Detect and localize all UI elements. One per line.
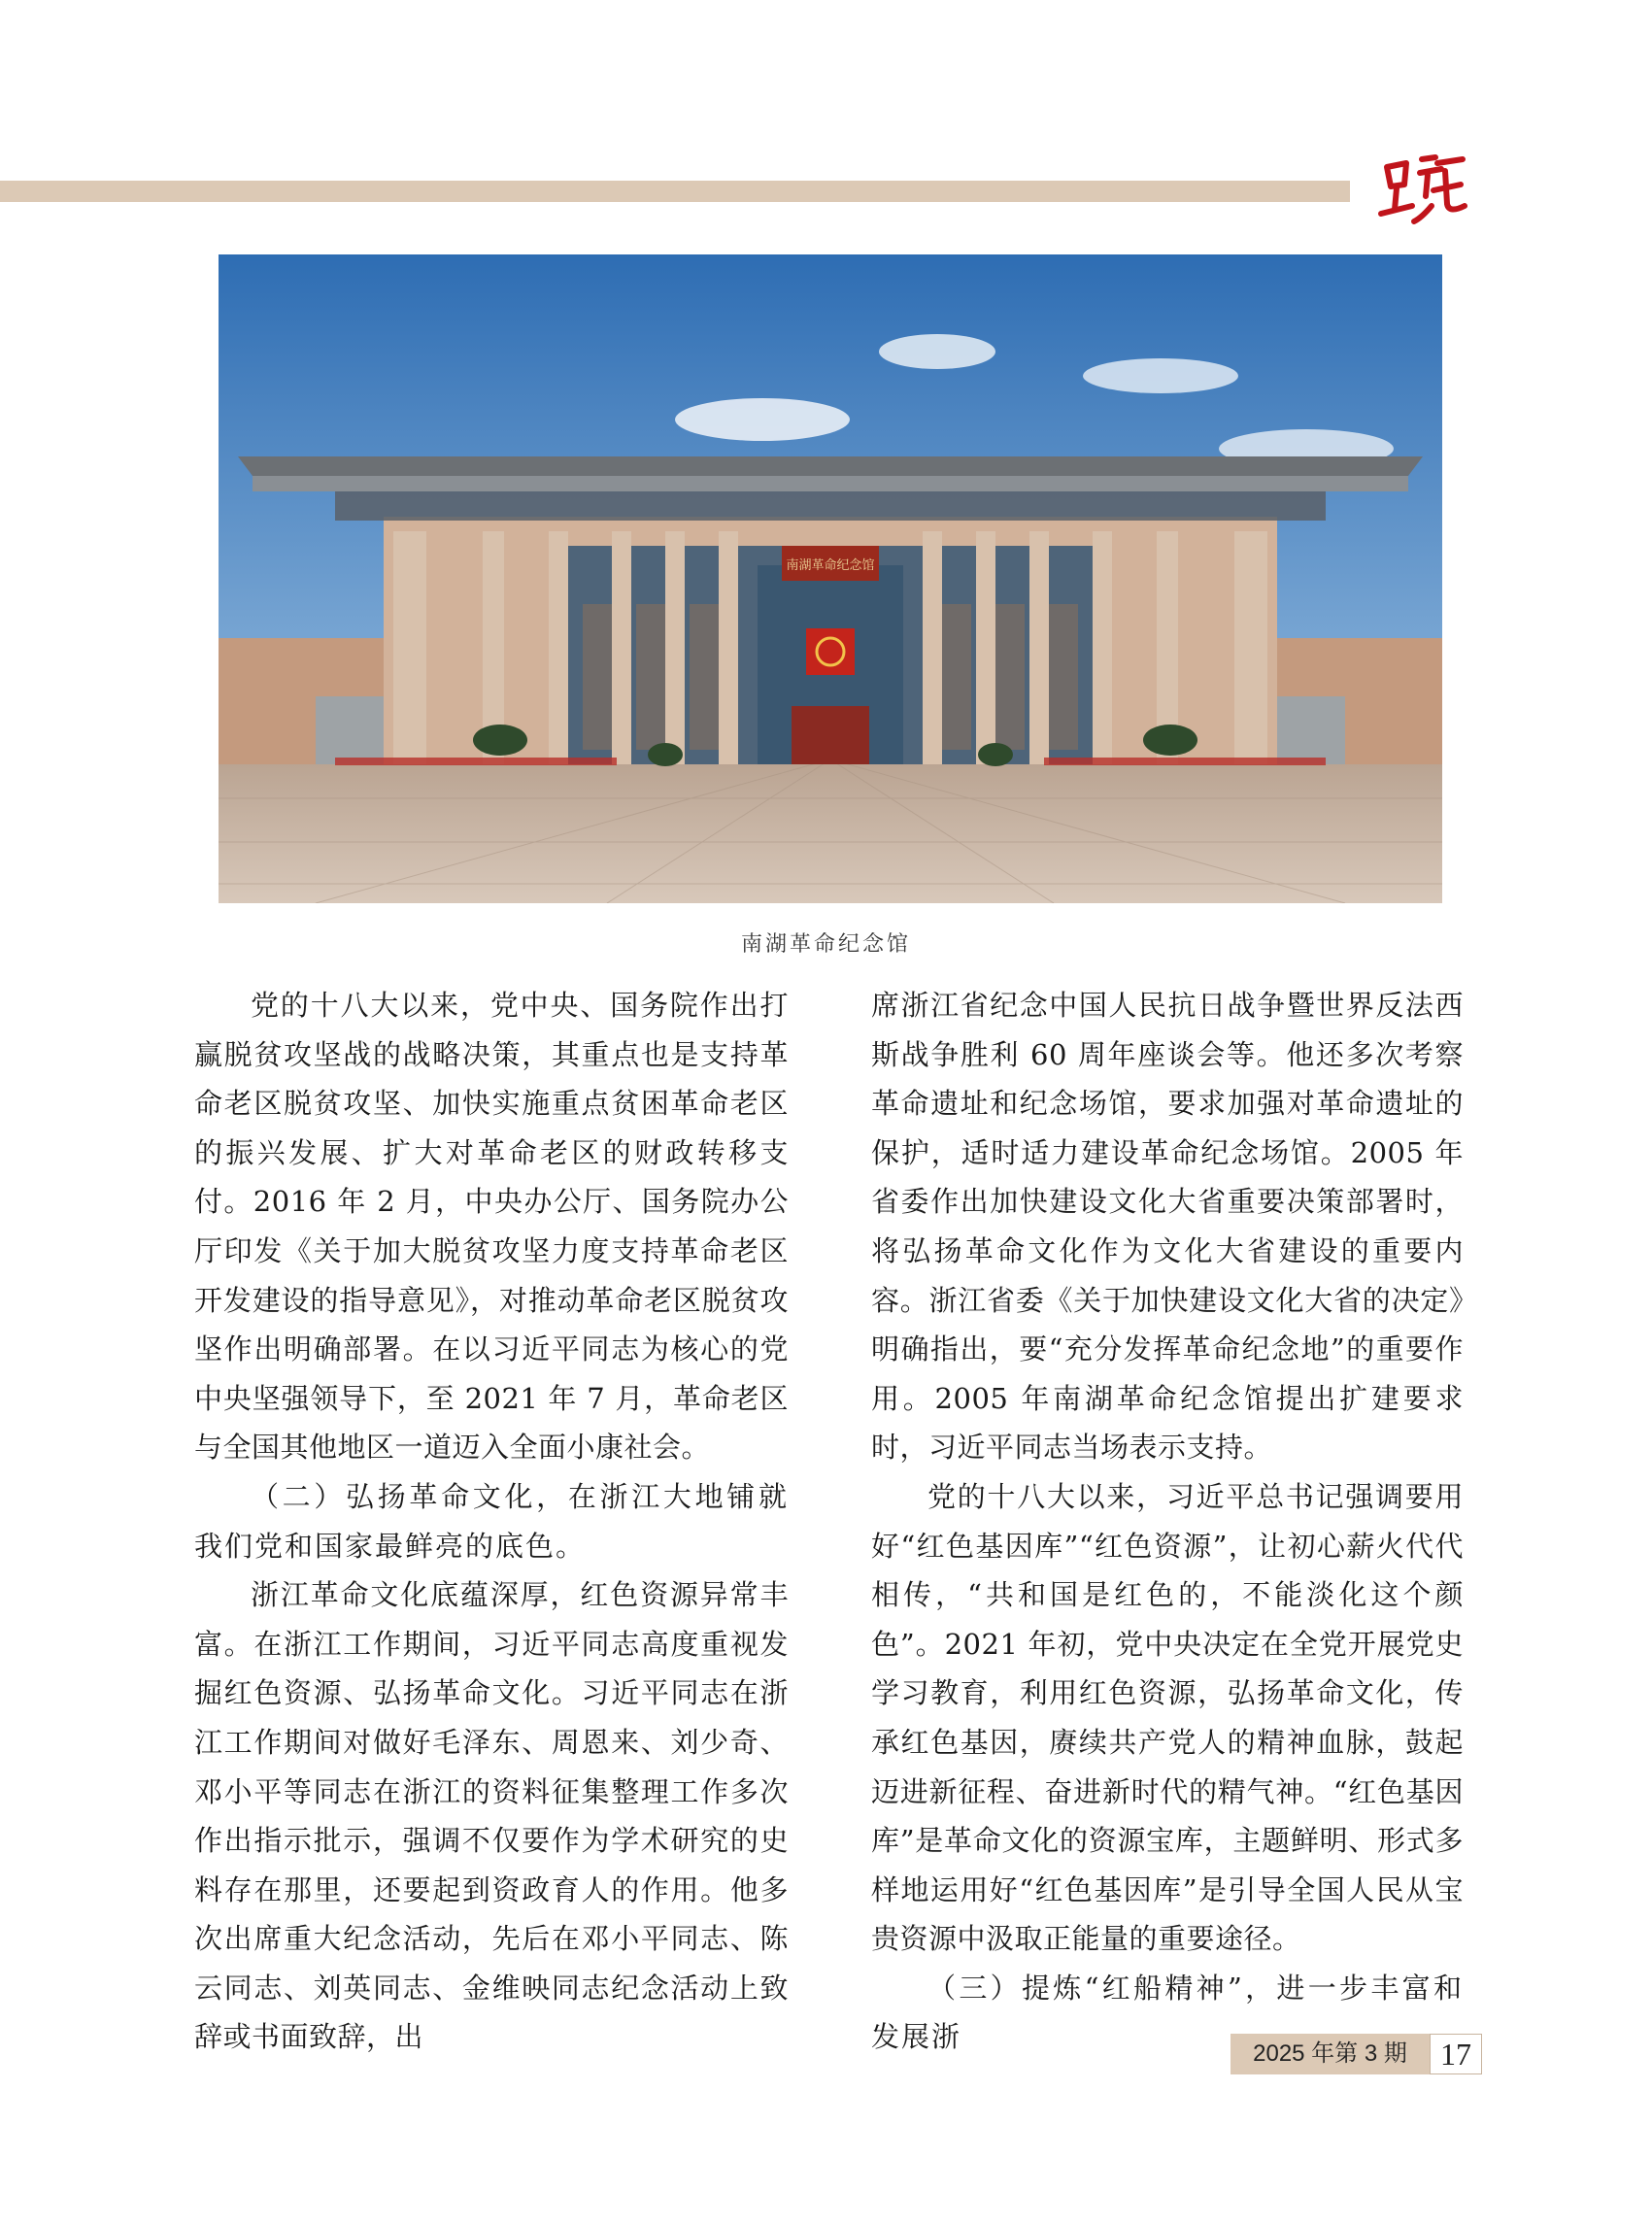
left-column [194,981,789,2062]
hall-sign-text: 南湖革命纪念馆 [786,558,875,573]
paragraph: 浙江革命文化底蕴深厚，红色资源异常丰富。在浙江工作期间，习近平同志高度重视发掘红色资源、弘扬革命文化。习近平同志在浙江工作期间对做好毛泽东、周恩来、刘少奇、邓小平等同志在浙江的资料征集整理工作多次作出指示批示，强调不仅要作为学术研究的史料存在那里，还要起到资政育人的作用。他多次出席重大纪念活动，先后在邓小平同志、陈云同志、刘英同志、金维映同志纪念活动上致辞或书面致辞，出 [194,1578,789,2054]
header-band [0,181,1350,202]
paragraph-continued: 席浙江省纪念中国人民抗日战争暨世界反法西斯战争胜利 60 周年座谈会等。他还多次考察革命遗址和纪念场馆，要求加强对革命遗址的保护，适时适力建设革命纪念场馆。2005 年省委作出加快建设文化大省重要决策部署时，将弘扬革命文化作为文化大省建设的重要内容。浙江省委《关于加快建设文化大省的决定》明确指出，要“充分发挥革命纪念地”的重要作用。2005 年南湖革命纪念馆提出扩建要求时，习近平同志当场表示支持。 [871,989,1464,1465]
paragraph: 党的十八大以来，党中央、国务院作出打赢脱贫攻坚战的战略决策，其重点也是支持革命老区脱贫攻坚、加快实施重点贫困革命老区的振兴发展、扩大对革命老区的财政转移支付。2016 年 2 月，中央办公厅、国务院办公厅印发《关于加大脱贫攻坚力度支持革命老区开发建设的指导意见》，对推动革命老区脱贫攻坚作出明确部署。在以习近平同志为核心的党中央坚强领导下，至 2021 年 7 月，革命老区与全国其他地区一道迈入全面小康社会。 [194,989,789,1465]
paragraph: 党的十八大以来，习近平总书记强调要用好“红色基因库”“红色资源”，让初心薪火代代相传，“共和国是红色的，不能淡化这个颜色”。2021 年初，党中央决定在全党开展党史学习教育，利用红色资源，弘扬革命文化，传承红色基因，赓续共产党人的精神血脉，鼓起迈进新征程、奋进新时代的精气神。“红色基因库”是革命文化的资源宝库，主题鲜明、形式多样地运用好“红色基因库”是引导全国人民从宝贵资源中汲取正能量的重要途径。 [871,1479,1464,1956]
page-number: 17 [1430,2034,1482,2074]
right-column [871,981,1464,2062]
column-logo [1377,146,1470,227]
figure-caption: 南湖革命纪念馆 [740,932,911,957]
memorial-hall-photo [219,254,1442,903]
section-heading: （三）提炼“红船精神”，进一步丰富和发展浙 [871,1971,1464,2054]
issue-label: 2025 年第 3 期 [1231,2034,1430,2074]
calligraphy-logo-icon [1377,146,1470,227]
section-heading: （二）弘扬革命文化，在浙江大地铺就我们党和国家最鲜亮的底色。 [194,1479,789,1563]
